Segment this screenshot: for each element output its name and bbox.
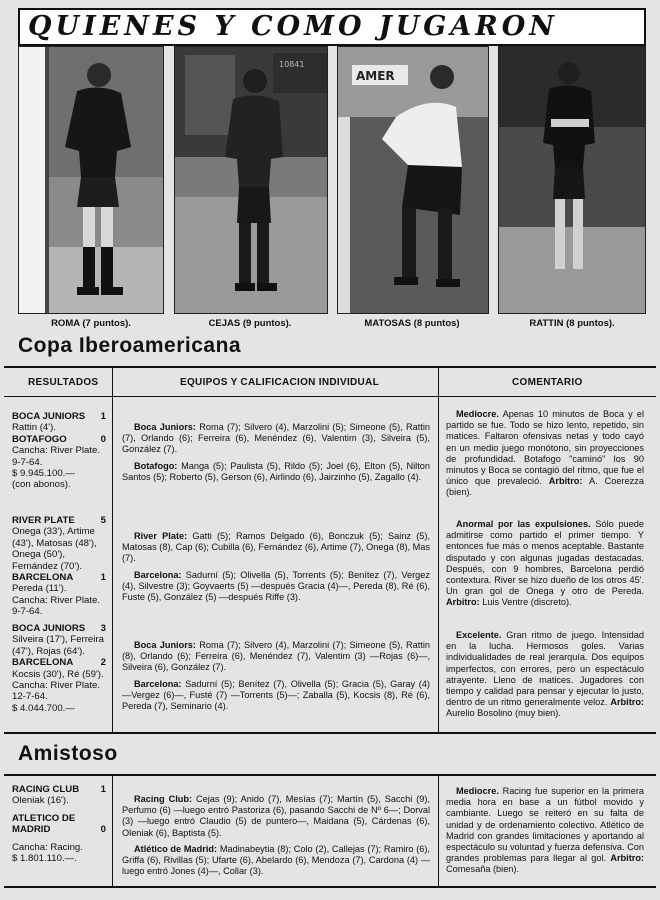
comment-text: Sólo puede admitirse como partido el primer tiempo. Y entonces fue más o menos aceptable. Bastante disputado y con algunas jugadas destacadas. Después, con 9 hombres, Barcelona perdió contextura. River se hizo dueño de los otros 45'. Un gran gol de Onega y otro de Pereda. bbox=[446, 519, 644, 597]
column-divider bbox=[112, 774, 113, 886]
gate-receipts: $ 1.801.110.—. bbox=[12, 853, 77, 865]
photo-caption: MATOSAS (8 puntos) bbox=[364, 318, 460, 329]
match-comment bbox=[446, 409, 644, 499]
team-label: Barcelona: bbox=[134, 569, 182, 580]
player-photo bbox=[175, 47, 327, 313]
venue: Cancha: Racing. bbox=[12, 841, 83, 853]
column-divider bbox=[438, 774, 439, 886]
page-title: QUIENES Y COMO JUGARON bbox=[28, 11, 558, 42]
goal-scorers: Rattin (4'). bbox=[12, 422, 56, 434]
gate-note: (con abonos). bbox=[12, 479, 71, 491]
lineups bbox=[122, 531, 430, 608]
score: 3 bbox=[100, 623, 106, 634]
team-name: BOCA JUNIORS bbox=[12, 411, 86, 422]
goalkeeper-photo bbox=[19, 47, 163, 313]
venue: Cancha: River Plate. 12-7-64. bbox=[12, 680, 100, 703]
score: 5 bbox=[100, 515, 106, 526]
team-label: Barcelona: bbox=[134, 678, 182, 689]
verdict: Anormal por las expulsiones. bbox=[456, 519, 591, 529]
column-header-equipos: EQUIPOS Y CALIFICACION INDIVIDUAL bbox=[180, 377, 379, 388]
goal-scorers: Oleniak (16'). bbox=[12, 795, 69, 807]
photo-roma bbox=[18, 46, 164, 314]
verdict: Excelente. bbox=[456, 630, 502, 640]
photo-caption: ROMA (7 puntos). bbox=[51, 318, 131, 329]
team-name: BARCELONA bbox=[12, 572, 74, 584]
score: 1 bbox=[100, 411, 106, 422]
gate-receipts: $ 9.945.100.— bbox=[12, 468, 75, 480]
player-photo bbox=[499, 47, 645, 313]
team-label: Botafogo: bbox=[134, 460, 178, 471]
referee: Luis Ventre (discreto). bbox=[482, 597, 572, 608]
divider bbox=[4, 886, 656, 888]
divider bbox=[4, 732, 656, 734]
referee-label: Arbitro: bbox=[610, 697, 644, 708]
match-comment bbox=[446, 786, 644, 876]
venue: Cancha: River Plate. 9-7-64. bbox=[12, 594, 100, 618]
comment-text: Gran ritmo de juego. Intensidad en la lucha. Hermosos goles. Varias individualidades de real jerarquía. Dos equipos imperfectos, con errores, pero un espectáculo atrayente. Lleno de matices. Jugadores con tiempo y calidad para pensar y ejecutar lo justo, dentro de un ritmo generalmente veloz. bbox=[446, 630, 644, 708]
photo-rattin bbox=[498, 46, 646, 314]
match-result bbox=[12, 784, 106, 864]
column-header-resultados: RESULTADOS bbox=[28, 377, 99, 388]
referee-label: Arbitro: bbox=[610, 853, 644, 864]
match-result bbox=[12, 623, 106, 714]
photo-matosas bbox=[337, 46, 489, 314]
referee-label: Arbitro: bbox=[446, 597, 480, 608]
score: 1 bbox=[100, 784, 106, 795]
player-ratings: Cejas (9); Anido (7), Mesías (7); Martín (5), Sacchi (9), Perfumo (6) —luego entró Pastoriza (6), pasando Sacchi de Nº 6—; Dorval (3) —luego entró Claudio (5) de puntero—, Maidana (5), Cárdenas (6), Oleniak (6), Baptista (5). bbox=[122, 794, 430, 838]
section-title-copa: Copa Iberoamericana bbox=[18, 334, 242, 357]
lineups bbox=[122, 640, 430, 717]
section-title-amistoso: Amistoso bbox=[18, 742, 118, 765]
photo-caption: CEJAS (9 puntos). bbox=[208, 318, 292, 329]
match-comment bbox=[446, 519, 644, 609]
verdict: Mediocre. bbox=[456, 409, 499, 419]
venue: Cancha: River Plate. 9-7-64. bbox=[12, 445, 100, 468]
match-result bbox=[12, 411, 106, 491]
team-name: BOCA JUNIORS bbox=[12, 623, 86, 634]
team-name: RIVER PLATE bbox=[12, 515, 75, 526]
divider bbox=[4, 774, 656, 776]
match-result bbox=[12, 515, 106, 618]
comment-text: Apenas 10 minutos de Boca y el partido se fue. Todo se hizo lento, repetido, sin matices. Faltaron ofensivas netas y todo cayó en un medio juego monótono, sin proyecciones de profundidad. Botafogo "caminó" los 90 minutos y Boca se contagió del ritmo, que fue el único que prevaleció. bbox=[446, 409, 645, 487]
goal-scorers: Onega (33'), Artime (43'), Matosas (48'), Onega (50'), Fernández (70'). bbox=[12, 526, 97, 572]
player-photo bbox=[338, 47, 488, 313]
player-ratings: Gatti (5); Ramos Delgado (6), Bonczuk (5); Sainz (5), Matosas (8), Cap (6); Cubilla (6), Fernández (6), Artime (7), Onega (8), Mas (7). bbox=[122, 531, 431, 564]
goal-scorers: Kocsis (30'), Ré (59'). bbox=[12, 668, 104, 680]
goal-scorers: Pereda (11'). bbox=[12, 583, 67, 595]
team-label: Boca Juniors: bbox=[134, 640, 196, 650]
team-label: Atlético de Madrid: bbox=[134, 843, 218, 854]
team-name: RACING CLUB bbox=[12, 784, 80, 795]
divider bbox=[4, 366, 656, 368]
referee-label: Arbitro: bbox=[548, 476, 583, 487]
lineups bbox=[122, 422, 430, 488]
photo-caption: RATTIN (8 puntos). bbox=[529, 318, 615, 329]
player-ratings: Sadurní (5); Olivella (5), Torrents (5); Benítez (7), Vergez (4), Silvestre (3); Goyvaerts (5) —después Gracia (4)—, Pereda (8), Ré (6), Fuste (5), González (5) —después Riffe (3). bbox=[122, 569, 430, 603]
score: 0 bbox=[100, 433, 106, 445]
player-ratings: Sadurní (5); Benítez (7), Olivella (5); Gracia (5), Garay (4) —Vergez (6)—, Fusté (7) —Torrents (5)—; Zaballa (5), Kocsis (8), Ré (6), Pereda (7), Seminario (4). bbox=[122, 678, 430, 712]
team-name: ATLETICO DE MADRID bbox=[12, 812, 76, 836]
referee: Comesaña (bien). bbox=[446, 864, 520, 875]
match-comment bbox=[446, 630, 644, 720]
team-label: River Plate: bbox=[134, 531, 188, 541]
masthead bbox=[18, 8, 646, 46]
team-label: Boca Juniors: bbox=[134, 422, 196, 432]
player-ratings: Roma (7); Silvero (4), Marzolini (5); Simeone (5), Rattin (7), Orlando (6); Ferreira (6), Menéndez (6), Valentim (3), Silveira (5), González (7). bbox=[122, 422, 430, 455]
referee: Aurelio Bosolino (muy bien). bbox=[446, 708, 561, 719]
team-label: Racing Club: bbox=[134, 794, 193, 804]
photo-sign-text: 10841 bbox=[279, 60, 305, 69]
photo-cejas bbox=[174, 46, 328, 314]
team-name: BARCELONA bbox=[12, 657, 74, 669]
column-header-comentario: COMENTARIO bbox=[512, 377, 583, 388]
comment-text: Racing fue superior en la primera media hora en base a un fútbol movido y cambiante. Luego se reiteró en su falta de unidad y de ordenamiento colectivo. Atlético de Madrid con grandes limitaciones y aportando al espectáculo su voluntad y fuerza defensiva. Con grandes problemas para llegar al gol. bbox=[446, 786, 644, 864]
goal-scorers: Silveira (17'), Ferreira (47'), Rojas (64'). bbox=[12, 634, 104, 657]
score: 0 bbox=[100, 824, 106, 836]
divider bbox=[4, 396, 656, 397]
score: 2 bbox=[100, 657, 106, 669]
column-divider bbox=[112, 366, 113, 732]
gate-receipts: $ 4.044.700.— bbox=[12, 702, 75, 714]
photo-sign-text: AMER bbox=[356, 69, 395, 83]
column-divider bbox=[438, 366, 439, 732]
verdict: Mediocre. bbox=[456, 786, 499, 796]
team-name: BOTAFOGO bbox=[12, 433, 67, 445]
player-ratings: Madinabeytia (8); Colo (2), Callejas (7); Ramiro (6), Griffa (6), Rivillas (5); Ufarte (6), Abelardo (6), Mendoza (7), Cardona (4) —luego entró Jones (4)—, Collar (3). bbox=[122, 843, 430, 877]
player-ratings: Roma (7); Silvero (4), Marzolini (7); Simeone (5), Rattin (8), Orlando (6); Ferreira (6), Menéndez (7), Valentim (3) —Rojas (6)—, Silveira (6), González (7). bbox=[122, 640, 430, 673]
player-ratings: Manga (5); Paulista (5), Rildo (5); Joel (6), Elton (5), Nilton Santos (5); Roberto (5), Gerson (6), Airlindo (6), Jairzinho (5), Zagallo (4). bbox=[122, 460, 430, 482]
referee: A. Coerezza (bien). bbox=[446, 476, 644, 498]
score: 1 bbox=[100, 572, 106, 584]
lineups bbox=[122, 794, 430, 882]
